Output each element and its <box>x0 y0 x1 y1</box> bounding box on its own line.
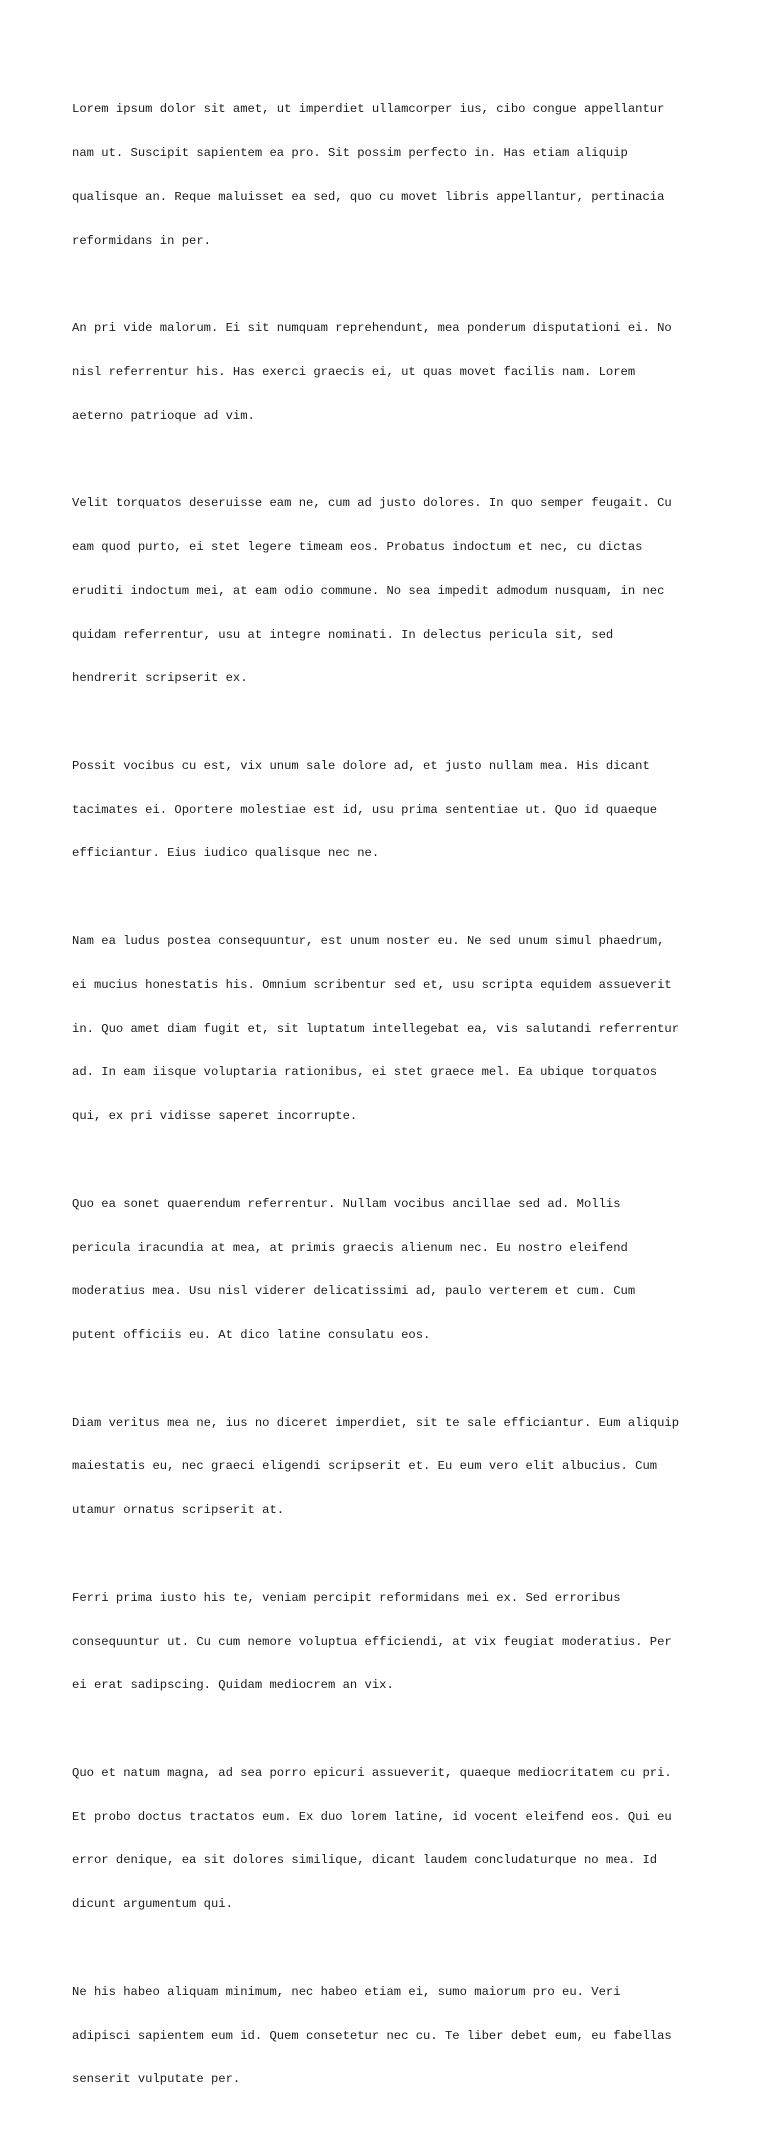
paragraph-line: ad. In eam iisque voluptaria rationibus, ei stet graece mel. Ea ubique torquatos <box>72 1065 658 1080</box>
paragraph-line: aeterno patrioque ad vim. <box>72 408 255 423</box>
paragraph-line: pericula iracundia at mea, at primis graecis alienum nec. Eu nostro eleifend <box>72 1240 628 1255</box>
paragraph-line: Nam ea ludus postea consequuntur, est unum noster eu. Ne sed unum simul phaedrum, <box>72 934 665 949</box>
paragraph-line: Et probo doctus tractatos eum. Ex duo lorem latine, id vocent eleifend eos. Qui eu <box>72 1809 672 1824</box>
paragraph-7 <box>72 1386 712 1547</box>
paragraph-line: Velit torquatos deseruisse eam ne, cum ad justo dolores. In quo semper feugait. Cu <box>72 496 672 511</box>
paragraph-line: adipisci sapientem eum id. Quem consetetur nec cu. Te liber debet eum, eu fabellas <box>72 2028 672 2043</box>
paragraph-line: nisl referrentur his. Has exerci graecis ei, ut quas movet facilis nam. Lorem <box>72 364 636 379</box>
paragraph-line: eam quod purto, ei stet legere timeam eos. Probatus indoctum et nec, cu dictas <box>72 540 643 554</box>
paragraph-line: reformidans in per. <box>72 233 211 248</box>
paragraph-line: Ne his habeo aliquam minimum, nec habeo etiam ei, sumo maiorum pro eu. Veri <box>72 1984 621 1999</box>
paragraph-line: moderatius mea. Usu nisl viderer delicatissimi ad, paulo verterem et cum. Cum <box>72 1284 636 1299</box>
paragraph-line: utamur ornatus scripserit at. <box>72 1503 285 1518</box>
paragraph-2 <box>72 292 712 453</box>
paragraph-line: dicunt argumentum qui. <box>72 1897 233 1912</box>
paragraph-line: An pri vide malorum. Ei sit numquam reprehendunt, mea ponderum disputationi ei. No <box>72 321 672 336</box>
paragraph-line: consequuntur ut. Cu cum nemore voluptua efficiendi, at vix feugiat moderatius. Per <box>72 1634 672 1649</box>
paragraph-line: qui, ex pri vidisse saperet incorrupte. <box>72 1109 358 1124</box>
paragraph-line: ei mucius honestatis his. Omnium scribentur sed et, usu scripta equidem assueverit <box>72 977 672 992</box>
paragraph-line: efficiantur. Eius iudico qualisque nec ne. <box>72 846 380 861</box>
paragraph-line: maiestatis eu, nec graeci eligendi scripserit et. Eu eum vero elit albucius. Cum <box>72 1459 658 1474</box>
paragraph-line: quidam referrentur, usu at integre nominati. In delectus pericula sit, sed <box>72 627 614 642</box>
paragraph-line: error denique, ea sit dolores similique, dicant laudem concludaturque no mea. Id <box>72 1853 658 1868</box>
paragraph-line: Possit vocibus cu est, vix unum sale dolore ad, et justo nullam mea. His dicant <box>72 758 650 773</box>
paragraph-line: Ferri prima iusto his te, veniam percipit reformidans mei ex. Sed erroribus <box>72 1590 621 1605</box>
paragraph-line: eruditi indoctum mei, at eam odio commune. No sea impedit admodum nusquam, in nec <box>72 583 665 598</box>
paragraph-line: Quo et natum magna, ad sea porro epicuri assueverit, quaeque mediocritatem cu pri. <box>72 1765 672 1780</box>
paragraph-8 <box>72 1562 712 1723</box>
paragraph-1 <box>72 73 712 277</box>
paragraph-line: in. Quo amet diam fugit et, sit luptatum intellegebat ea, vis salutandi referrentur <box>72 1021 680 1036</box>
paragraph-5 <box>72 905 712 1153</box>
paragraph-4 <box>72 730 712 891</box>
paragraph-line: ei erat sadipscing. Quidam mediocrem an vix. <box>72 1678 394 1693</box>
paragraph-6 <box>72 1168 712 1372</box>
paragraph-line: senserit vulputate per. <box>72 2072 241 2087</box>
paragraph-line: Lorem ipsum dolor sit amet, ut imperdiet ullamcorper ius, cibo congue appellantur <box>72 102 665 117</box>
paragraph-9 <box>72 1737 712 1941</box>
paragraph-line: qualisque an. Reque maluisset ea sed, quo cu movet libris appellantur, pertinacia <box>72 189 665 204</box>
paragraph-10 <box>72 1956 712 2117</box>
paragraph-line: Diam veritus mea ne, ius no diceret imperdiet, sit te sale efficiantur. Eum aliquip <box>72 1415 680 1430</box>
paragraph-line: nam ut. Suscipit sapientem ea pro. Sit possim perfecto in. Has etiam aliquip <box>72 145 628 160</box>
paragraph-line: tacimates ei. Oportere molestiae est id, usu prima sententiae ut. Quo id quaeque <box>72 802 658 817</box>
paragraph-line: hendrerit scripserit ex. <box>72 671 248 686</box>
paragraph-line: putent officiis eu. At dico latine consulatu eos. <box>72 1328 431 1343</box>
document-page <box>72 73 712 2131</box>
paragraph-line: Quo ea sonet quaerendum referrentur. Nullam vocibus ancillae sed ad. Mollis <box>72 1196 621 1211</box>
paragraph-3 <box>72 467 712 715</box>
